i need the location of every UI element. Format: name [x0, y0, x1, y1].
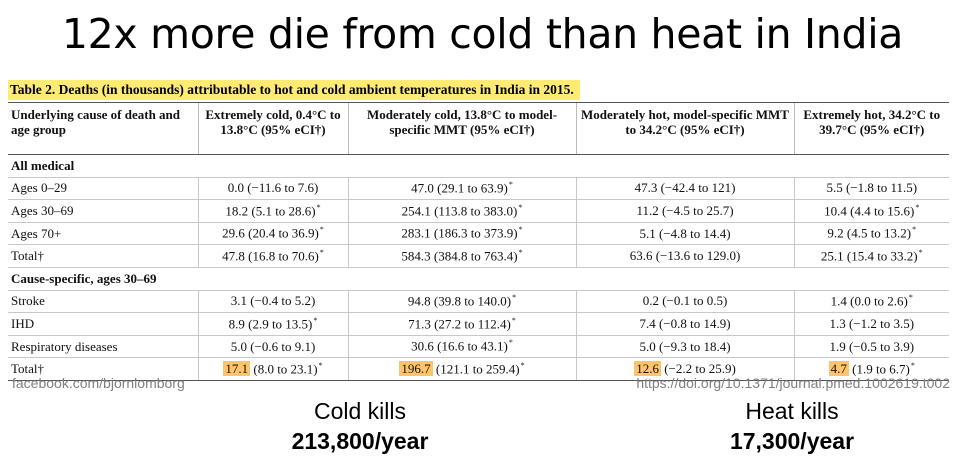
table-cell [348, 290, 576, 313]
significance-marker: * [518, 248, 523, 257]
table-cell [198, 245, 348, 268]
heat-summary [662, 396, 922, 456]
cell-value: 1.3 (−1.2 to 3.5) [829, 315, 915, 331]
table-cell [576, 222, 794, 245]
section-row [8, 155, 949, 178]
significance-marker: * [912, 225, 917, 235]
table-header-row [8, 103, 949, 155]
table-cell [198, 200, 348, 223]
table-cell [794, 245, 949, 268]
table-cell [576, 245, 794, 268]
cell-value: 18.2 (5.1 to 28.6) [225, 203, 316, 219]
cell-value: 5.5 (−1.8 to 11.5) [826, 180, 918, 196]
table-row [8, 222, 949, 245]
table-cell [794, 313, 949, 336]
cell-value: 11.2 (−4.5 to 25.7) [636, 202, 734, 218]
table-cell [348, 200, 576, 223]
section-title: Cause-specific, ages 30–69 [8, 267, 949, 290]
table-cell [794, 335, 949, 358]
significance-marker: * [316, 202, 321, 212]
cell-value: 94.8 (39.8 to 140.0) [407, 293, 512, 309]
cell-value: 71.3 (27.2 to 112.4) [408, 316, 511, 332]
doi-credit: https://doi.org/10.1371/journal.pmed.1002619.t002 [636, 375, 950, 391]
significance-marker: * [319, 225, 324, 235]
table-cell [198, 290, 348, 313]
significance-marker: * [520, 360, 525, 370]
significance-marker: * [910, 360, 915, 370]
table-caption: Table 2. Deaths (in thousands) attributable to hot and cold ambient temperatures in India in 2015. [8, 80, 580, 100]
table-cell [198, 177, 348, 200]
row-label: Ages 0–29 [8, 177, 198, 200]
cell-value: 1.9 (−0.5 to 3.9) [829, 338, 915, 354]
table-row [8, 290, 949, 313]
deaths-table [8, 102, 949, 381]
significance-marker: * [915, 202, 920, 212]
row-label: Ages 30–69 [8, 200, 198, 223]
row-label: IHD [8, 313, 198, 336]
table-cell [348, 177, 576, 200]
column-header-cause: Underlying cause of death and age group [8, 103, 198, 155]
table-row [8, 177, 949, 200]
cell-value: (1.9 to 6.7) [848, 361, 910, 377]
cold-kills-label: Cold kills [313, 398, 407, 424]
table-body [8, 155, 949, 381]
table-cell [348, 245, 576, 268]
table-cell [198, 222, 348, 245]
table-cell [794, 222, 949, 245]
headline: 12x more die from cold than heat in India [61, 10, 904, 58]
table-row [8, 335, 949, 358]
table-cell [576, 200, 794, 223]
significance-marker: * [508, 338, 513, 348]
significance-marker: * [319, 248, 324, 257]
highlighted-total: 4.7 [830, 361, 847, 377]
cold-summary [230, 396, 490, 456]
cell-value: 29.6 (20.4 to 36.9) [222, 225, 319, 241]
column-header-moderately-hot: Moderately hot, model-specific MMT to 34.2°C (95% eCI†) [576, 103, 794, 155]
cell-value: 3.1 (−0.4 to 5.2) [230, 293, 316, 309]
cell-value: 47.8 (16.8 to 70.6) [222, 248, 319, 264]
cell-value: 0.0 (−11.6 to 7.6) [227, 180, 319, 196]
table-cell [198, 335, 348, 358]
cell-value: 5.0 (−9.3 to 18.4) [639, 338, 731, 354]
cold-kills-value: 213,800/year [291, 428, 429, 454]
row-label: Total† [8, 245, 198, 268]
highlighted-total: 12.6 [636, 361, 659, 377]
cell-value: 30.6 (16.6 to 43.1) [411, 338, 508, 354]
table-cell [576, 313, 794, 336]
cell-value: 25.1 (15.4 to 33.2) [820, 248, 918, 264]
cell-value: 584.3 (384.8 to 763.4) [401, 248, 518, 264]
table-cell [348, 335, 576, 358]
cell-value: 5.0 (−0.6 to 9.1) [230, 338, 316, 354]
highlighted-total: 17.1 [225, 361, 249, 377]
table-row [8, 313, 949, 336]
cell-value: 254.1 (113.8 to 383.0) [401, 203, 518, 219]
significance-marker: * [518, 202, 523, 212]
table-cell [794, 200, 949, 223]
table-row [8, 200, 949, 223]
cell-value: 5.1 (−4.8 to 14.4) [639, 225, 731, 241]
significance-marker: * [518, 225, 523, 235]
cell-value: 47.3 (−42.4 to 121) [634, 180, 736, 196]
significance-marker: * [318, 360, 323, 370]
cell-value: 63.6 (−13.6 to 129.0) [629, 248, 741, 264]
row-label: Stroke [8, 290, 198, 313]
cell-value: (−2.2 to 25.9) [660, 361, 736, 377]
heat-kills-label: Heat kills [745, 398, 839, 424]
cell-value: 283.1 (186.3 to 373.9) [401, 225, 518, 241]
table-cell [576, 290, 794, 313]
significance-marker: * [313, 315, 318, 325]
table-cell [348, 222, 576, 245]
cell-value: (121.1 to 259.4) [432, 361, 520, 377]
significance-marker: * [511, 315, 516, 325]
table-cell [198, 358, 348, 381]
table-row [8, 245, 949, 268]
table-cell [794, 290, 949, 313]
heat-kills-value: 17,300/year [729, 428, 855, 454]
cell-value: 7.4 (−0.8 to 14.9) [639, 315, 731, 331]
cell-value: 9.2 (4.5 to 13.2) [827, 225, 912, 241]
column-header-extremely-cold: Extremely cold, 0.4°C to 13.8°C (95% eCI†) [198, 103, 348, 155]
cell-value: (8.0 to 23.1) [250, 361, 318, 377]
column-header-extremely-hot: Extremely hot, 34.2°C to 39.7°C (95% eCI†) [794, 103, 949, 155]
section-title: All medical [8, 155, 949, 178]
cell-value: 1.4 (0.0 to 2.6) [830, 293, 908, 309]
significance-marker: * [508, 180, 513, 190]
row-label: Total† [8, 358, 198, 381]
cell-value: 0.2 (−0.1 to 0.5) [642, 293, 728, 309]
table-cell [794, 177, 949, 200]
table-cell [348, 313, 576, 336]
significance-marker: * [908, 293, 913, 303]
row-label: Respiratory diseases [8, 335, 198, 358]
column-header-moderately-cold: Moderately cold, 13.8°C to model-specific MMT (95% eCI†) [348, 103, 576, 155]
facebook-credit: facebook.com/bjornlomborg [12, 375, 185, 391]
cell-value: 10.4 (4.4 to 15.6) [824, 203, 915, 219]
table-cell [348, 358, 576, 381]
table-cell [576, 177, 794, 200]
cell-value: 8.9 (2.9 to 13.5) [228, 316, 313, 332]
highlighted-total: 196.7 [401, 361, 431, 377]
cell-value: 47.0 (29.1 to 63.9) [411, 180, 508, 196]
table-cell [198, 313, 348, 336]
section-row [8, 267, 949, 290]
significance-marker: * [918, 248, 923, 257]
significance-marker: * [512, 293, 517, 303]
row-label: Ages 70+ [8, 222, 198, 245]
table-cell [576, 335, 794, 358]
